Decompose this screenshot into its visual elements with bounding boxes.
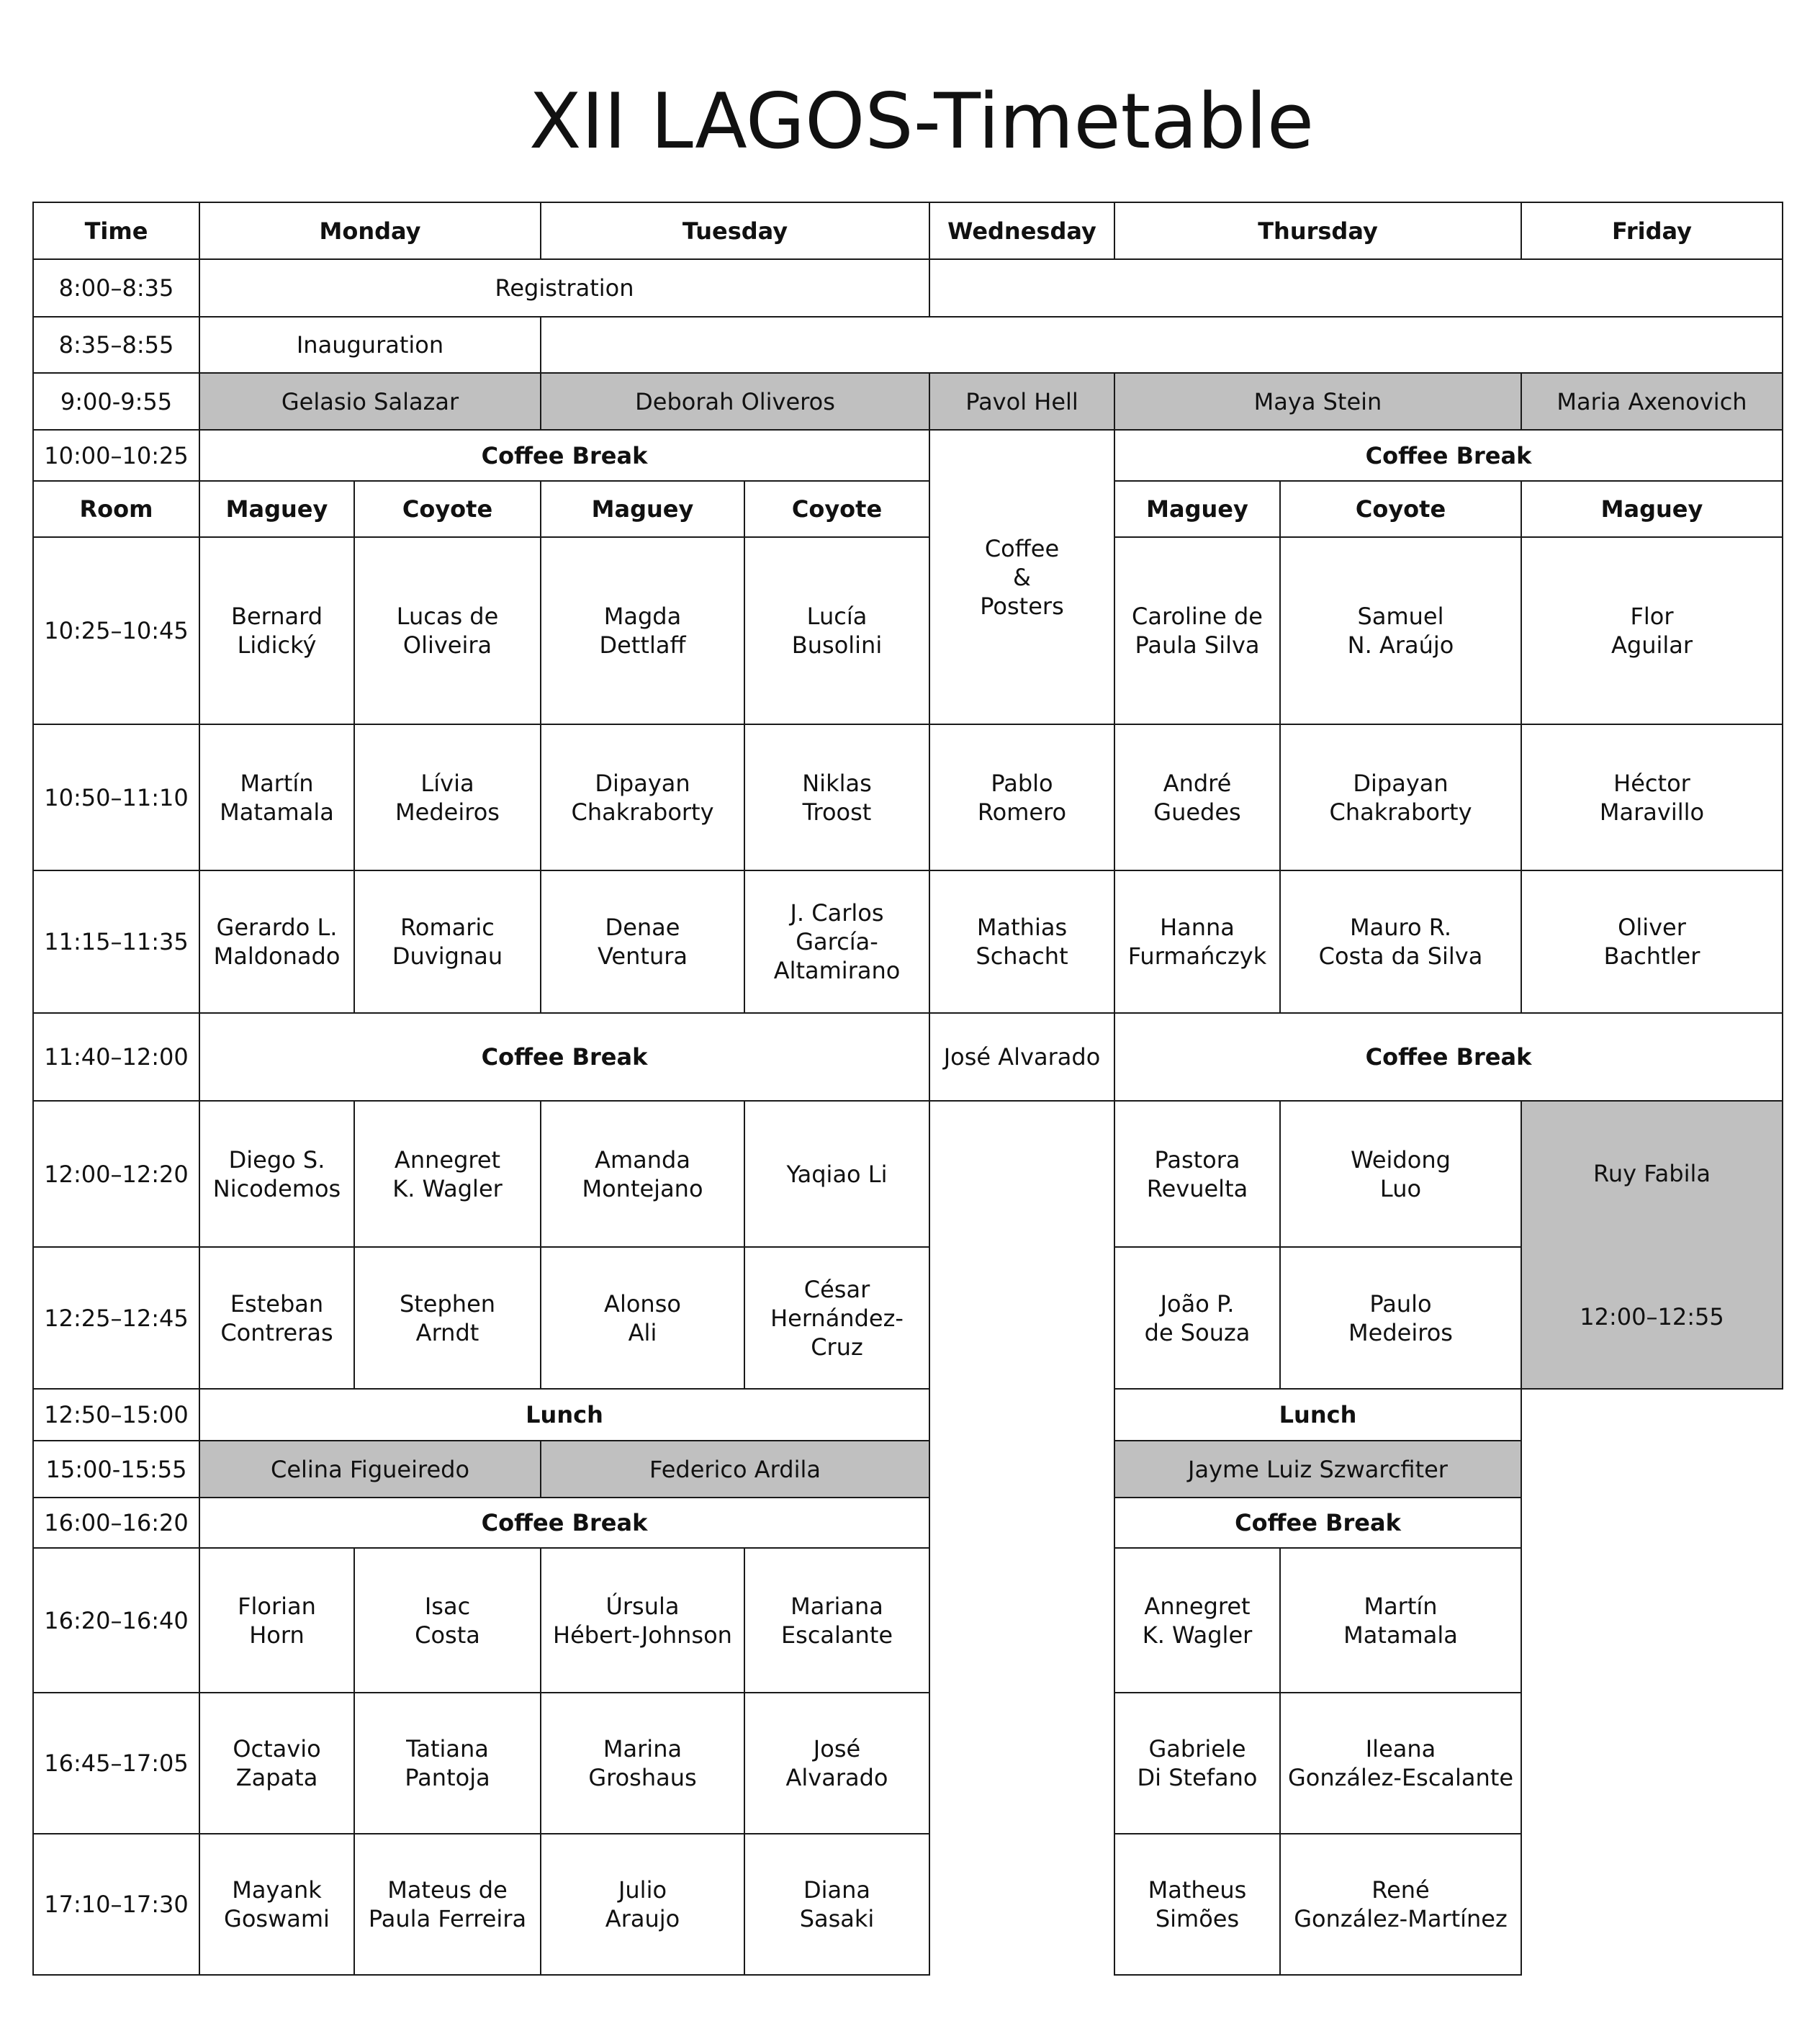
header-friday-text: Friday xyxy=(1612,217,1692,245)
talk-cell xyxy=(1279,1833,1522,1976)
talk-cell xyxy=(540,536,745,725)
header-monday xyxy=(199,202,541,260)
talk-cell xyxy=(1114,1246,1281,1390)
talk-cell xyxy=(1114,1833,1281,1976)
talk-cell-text: José Alvarado xyxy=(943,1043,1101,1071)
talk-cell-text: Stephen Arndt xyxy=(399,1289,496,1346)
room-coyote-text: Coyote xyxy=(791,495,883,523)
lunch-cell xyxy=(1114,1388,1522,1441)
header-thursday-text: Thursday xyxy=(1258,217,1378,245)
plenary-thursday-afternoon xyxy=(1114,1440,1522,1498)
plenary-thursday-text: Maya Stein xyxy=(1253,387,1382,415)
talk-cell-text: Diana Sasaki xyxy=(799,1876,875,1932)
empty-cell xyxy=(929,258,1783,318)
time-slot xyxy=(32,372,200,431)
empty-cell xyxy=(540,316,1783,374)
talk-cell-text: Martín Matamala xyxy=(220,769,334,826)
time-slot-text: 16:45–17:05 xyxy=(44,1750,189,1777)
time-slot xyxy=(32,1012,200,1102)
plenary-monday-text: Gelasio Salazar xyxy=(281,387,459,415)
room-coyote xyxy=(353,480,541,538)
talk-cell xyxy=(744,1246,930,1390)
talk-cell xyxy=(1521,870,1783,1014)
time-slot-text: 11:15–11:35 xyxy=(44,928,189,955)
talk-cell-text: Annegret K. Wagler xyxy=(1142,1592,1253,1649)
plenary-wednesday xyxy=(929,372,1115,431)
talk-cell-text: João P. de Souza xyxy=(1144,1289,1251,1346)
coffee-break-cell xyxy=(1114,1012,1783,1102)
time-slot xyxy=(32,1100,200,1248)
time-slot-text: 9:00-9:55 xyxy=(60,387,173,415)
talk-cell xyxy=(1279,536,1522,725)
time-slot-text: 11:40–12:00 xyxy=(44,1043,189,1071)
talk-cell-text: Matheus Simões xyxy=(1148,1876,1247,1932)
talk-cell xyxy=(1521,536,1783,725)
coffee-break-cell-text: Coffee Break xyxy=(481,1043,648,1071)
talk-cell xyxy=(353,1692,541,1834)
time-slot-text: 10:50–11:10 xyxy=(44,783,189,811)
talk-cell xyxy=(199,870,355,1014)
header-wednesday xyxy=(929,202,1115,260)
page-title: XII LAGOS-Timetable xyxy=(528,77,1315,166)
room-maguey xyxy=(1114,480,1281,538)
talk-cell xyxy=(353,1100,541,1248)
plenary-tuesday-afternoon xyxy=(540,1440,930,1498)
talk-cell xyxy=(199,724,355,871)
talk-cell xyxy=(540,870,745,1014)
room-label xyxy=(32,480,200,538)
talk-cell-text: Úrsula Hébert-Johnson xyxy=(553,1592,732,1649)
lunch-cell-text: Lunch xyxy=(1279,1401,1357,1428)
coffee-break-cell-text: Coffee Break xyxy=(1365,441,1532,469)
plenary-friday-late-time: 12:00–12:55 xyxy=(1580,1302,1724,1331)
talk-cell xyxy=(1279,1246,1522,1390)
talk-cell-text: Samuel N. Araújo xyxy=(1347,603,1454,659)
talk-cell-text: Mariana Escalante xyxy=(780,1592,893,1649)
talk-cell xyxy=(199,1100,355,1248)
header-time-text: Time xyxy=(84,217,148,245)
talk-cell-text: Gabriele Di Stefano xyxy=(1137,1735,1258,1791)
talk-cell xyxy=(540,1100,745,1248)
time-slot-text: 8:00–8:35 xyxy=(58,274,174,302)
coffee-break-cell xyxy=(1114,1497,1522,1549)
talk-cell-text: Oliver Bachtler xyxy=(1603,914,1700,970)
talk-cell-text: Esteban Contreras xyxy=(220,1289,333,1346)
talk-cell xyxy=(744,870,930,1014)
header-monday-text: Monday xyxy=(319,217,421,245)
coffee-break-cell-text: Coffee Break xyxy=(481,1509,648,1536)
talk-cell xyxy=(353,870,541,1014)
talk-cell-text: Annegret K. Wagler xyxy=(392,1145,503,1202)
talk-cell xyxy=(744,1692,930,1834)
talk-cell-text: Martín Matamala xyxy=(1343,1592,1458,1649)
plenary-friday-late xyxy=(1521,1100,1783,1390)
talk-cell-text: Dipayan Chakraborty xyxy=(1329,769,1472,826)
talk-cell-text: Pablo Romero xyxy=(977,769,1067,826)
talk-cell-text: J. Carlos García-Altamirano xyxy=(773,899,901,984)
talk-cell-text: Flor Aguilar xyxy=(1610,603,1693,659)
talk-cell-text: Lívia Medeiros xyxy=(395,769,500,826)
plenary-monday-afternoon-text: Celina Figueiredo xyxy=(270,1455,470,1483)
talk-cell-text: Dipayan Chakraborty xyxy=(571,769,714,826)
talk-cell-text: Bernard Lidický xyxy=(230,603,323,659)
talk-cell xyxy=(744,1833,930,1976)
talk-cell-text: Weidong Luo xyxy=(1351,1145,1451,1202)
time-slot xyxy=(32,1833,200,1976)
time-slot xyxy=(32,870,200,1014)
inauguration-cell xyxy=(199,316,541,374)
timetable-grid xyxy=(33,202,1783,1975)
talk-cell-text: Mathias Schacht xyxy=(976,914,1068,970)
talk-cell xyxy=(540,1547,745,1693)
talk-cell-text: Isac Costa xyxy=(415,1592,480,1649)
talk-cell xyxy=(1279,870,1522,1014)
time-slot xyxy=(32,1692,200,1834)
talk-cell-text: Ileana González-Escalante xyxy=(1287,1735,1514,1791)
talk-cell-text: Alonso Ali xyxy=(604,1289,681,1346)
time-slot xyxy=(32,258,200,318)
room-maguey-text: Maguey xyxy=(1146,495,1248,523)
time-slot xyxy=(32,1440,200,1498)
talk-cell-text: José Alvarado xyxy=(785,1735,888,1791)
talk-cell-text: Gerardo L. Maldonado xyxy=(213,914,341,970)
time-slot xyxy=(32,316,200,374)
header-time xyxy=(32,202,200,260)
time-slot-text: 12:00–12:20 xyxy=(44,1160,189,1188)
time-slot-text: 17:10–17:30 xyxy=(44,1891,189,1918)
talk-cell xyxy=(353,536,541,725)
room-coyote xyxy=(1279,480,1522,538)
talk-cell-text: Denae Ventura xyxy=(598,914,688,970)
talk-cell xyxy=(199,536,355,725)
header-tuesday xyxy=(540,202,930,260)
room-coyote xyxy=(744,480,930,538)
lunch-cell xyxy=(199,1388,930,1441)
talk-cell-text: Diego S. Nicodemos xyxy=(212,1145,341,1202)
talk-cell-text: Mayank Goswami xyxy=(224,1876,330,1932)
plenary-monday-afternoon xyxy=(199,1440,541,1498)
talk-cell xyxy=(929,1012,1115,1102)
talk-cell xyxy=(744,1100,930,1248)
talk-cell-text: Romaric Duvignau xyxy=(392,914,503,970)
time-slot-text: 16:20–16:40 xyxy=(44,1606,189,1634)
room-maguey-text: Maguey xyxy=(225,495,328,523)
plenary-monday xyxy=(199,372,541,431)
plenary-friday-late-speaker: Ruy Fabila xyxy=(1593,1159,1711,1187)
plenary-tuesday-afternoon-text: Federico Ardila xyxy=(649,1455,821,1483)
coffee-break-cell xyxy=(1114,429,1783,482)
talk-cell-text: Héctor Maravillo xyxy=(1599,769,1705,826)
talk-cell-text: Lucía Busolini xyxy=(791,603,883,659)
room-coyote-text: Coyote xyxy=(1355,495,1446,523)
talk-cell xyxy=(1279,1100,1522,1248)
talk-cell-text: Tatiana Pantoja xyxy=(405,1735,490,1791)
plenary-wednesday-text: Pavol Hell xyxy=(965,387,1078,415)
time-slot-text: 10:00–10:25 xyxy=(44,441,189,469)
talk-cell-text: Marina Groshaus xyxy=(588,1735,697,1791)
talk-cell xyxy=(1279,1692,1522,1834)
coffee-break-cell xyxy=(199,1497,930,1549)
talk-cell-text: Lucas de Oliveira xyxy=(396,603,499,659)
room-coyote-text: Coyote xyxy=(402,495,493,523)
coffee-break-cell xyxy=(199,429,930,482)
talk-cell xyxy=(540,1833,745,1976)
talk-cell-text: André Guedes xyxy=(1153,769,1241,826)
talk-cell-text: Yaqiao Li xyxy=(786,1160,888,1188)
time-slot xyxy=(32,1246,200,1390)
time-slot xyxy=(32,1388,200,1441)
talk-cell xyxy=(353,1547,541,1693)
talk-cell-text: César Hernández-Cruz xyxy=(770,1275,904,1361)
talk-cell xyxy=(199,1833,355,1976)
talk-cell-text: Amanda Montejano xyxy=(582,1145,703,1202)
talk-cell-text: Florian Horn xyxy=(238,1592,316,1649)
talk-cell xyxy=(1114,724,1281,871)
talk-cell xyxy=(540,1246,745,1390)
time-slot xyxy=(32,724,200,871)
talk-cell-text: Mateus de Paula Ferreira xyxy=(368,1876,527,1932)
talk-cell xyxy=(353,1833,541,1976)
talk-cell xyxy=(199,1246,355,1390)
room-maguey-text: Maguey xyxy=(591,495,694,523)
talk-cell xyxy=(929,724,1115,871)
room-label-text: Room xyxy=(79,495,153,523)
plenary-friday-text: Maria Axenovich xyxy=(1557,387,1747,415)
talk-cell-text: Magda Dettlaff xyxy=(599,603,686,659)
lunch-cell-text: Lunch xyxy=(526,1401,603,1428)
talk-cell-text: Hanna Furmańczyk xyxy=(1127,914,1267,970)
plenary-tuesday xyxy=(540,372,930,431)
time-slot xyxy=(32,429,200,482)
time-slot xyxy=(32,1497,200,1549)
talk-cell xyxy=(1114,1692,1281,1834)
talk-cell xyxy=(1521,724,1783,871)
talk-cell-text: René González-Martínez xyxy=(1294,1876,1508,1932)
coffee-break-cell-text: Coffee Break xyxy=(481,441,648,469)
talk-cell xyxy=(199,1692,355,1834)
talk-cell xyxy=(199,1547,355,1693)
room-maguey xyxy=(199,480,355,538)
coffee-break-cell-text: Coffee Break xyxy=(1235,1509,1401,1536)
plenary-thursday xyxy=(1114,372,1522,431)
talk-cell-text: Paulo Medeiros xyxy=(1348,1289,1453,1346)
time-slot-text: 8:35–8:55 xyxy=(58,331,174,359)
talk-cell-text: Pastora Revuelta xyxy=(1146,1145,1248,1202)
time-slot-text: 10:25–10:45 xyxy=(44,617,189,644)
room-maguey xyxy=(1521,480,1783,538)
plenary-thursday-afternoon-text: Jayme Luiz Szwarcfiter xyxy=(1188,1455,1448,1483)
time-slot-text: 16:00–16:20 xyxy=(44,1509,189,1536)
room-maguey-text: Maguey xyxy=(1600,495,1703,523)
time-slot xyxy=(32,536,200,725)
talk-cell xyxy=(1114,1100,1281,1248)
talk-cell xyxy=(540,724,745,871)
talk-cell xyxy=(353,724,541,871)
talk-cell xyxy=(1279,724,1522,871)
header-friday xyxy=(1521,202,1783,260)
talk-cell xyxy=(744,536,930,725)
talk-cell xyxy=(540,1692,745,1834)
talk-cell-text: Octavio Zapata xyxy=(233,1735,321,1791)
talk-cell xyxy=(1114,1547,1281,1693)
talk-cell xyxy=(1114,536,1281,725)
registration-cell xyxy=(199,258,930,318)
plenary-tuesday-text: Deborah Oliveros xyxy=(635,387,835,415)
talk-cell xyxy=(744,724,930,871)
inauguration-cell-text: Inauguration xyxy=(296,331,444,359)
coffee-break-cell-text: Coffee Break xyxy=(1365,1043,1532,1071)
room-maguey xyxy=(540,480,745,538)
coffee-posters-cell xyxy=(929,429,1115,725)
talk-cell-text: Mauro R. Costa da Silva xyxy=(1318,914,1483,970)
talk-cell xyxy=(929,870,1115,1014)
talk-cell xyxy=(1114,870,1281,1014)
coffee-break-cell xyxy=(199,1012,930,1102)
time-slot-text: 12:25–12:45 xyxy=(44,1304,189,1332)
talk-cell-text: Julio Araujo xyxy=(605,1876,680,1932)
coffee-posters-cell-text: Coffee & Posters xyxy=(980,534,1064,620)
talk-cell xyxy=(1279,1547,1522,1693)
talk-cell xyxy=(353,1246,541,1390)
header-wednesday-text: Wednesday xyxy=(947,217,1096,245)
header-thursday xyxy=(1114,202,1522,260)
time-slot-text: 15:00-15:55 xyxy=(45,1455,187,1483)
header-tuesday-text: Tuesday xyxy=(682,217,788,245)
plenary-friday xyxy=(1521,372,1783,431)
talk-cell xyxy=(744,1547,930,1693)
talk-cell-text: Caroline de Paula Silva xyxy=(1132,603,1263,659)
time-slot xyxy=(32,1547,200,1693)
time-slot-text: 12:50–15:00 xyxy=(44,1401,189,1428)
registration-cell-text: Registration xyxy=(495,274,634,302)
talk-cell-text: Niklas Troost xyxy=(802,769,872,826)
